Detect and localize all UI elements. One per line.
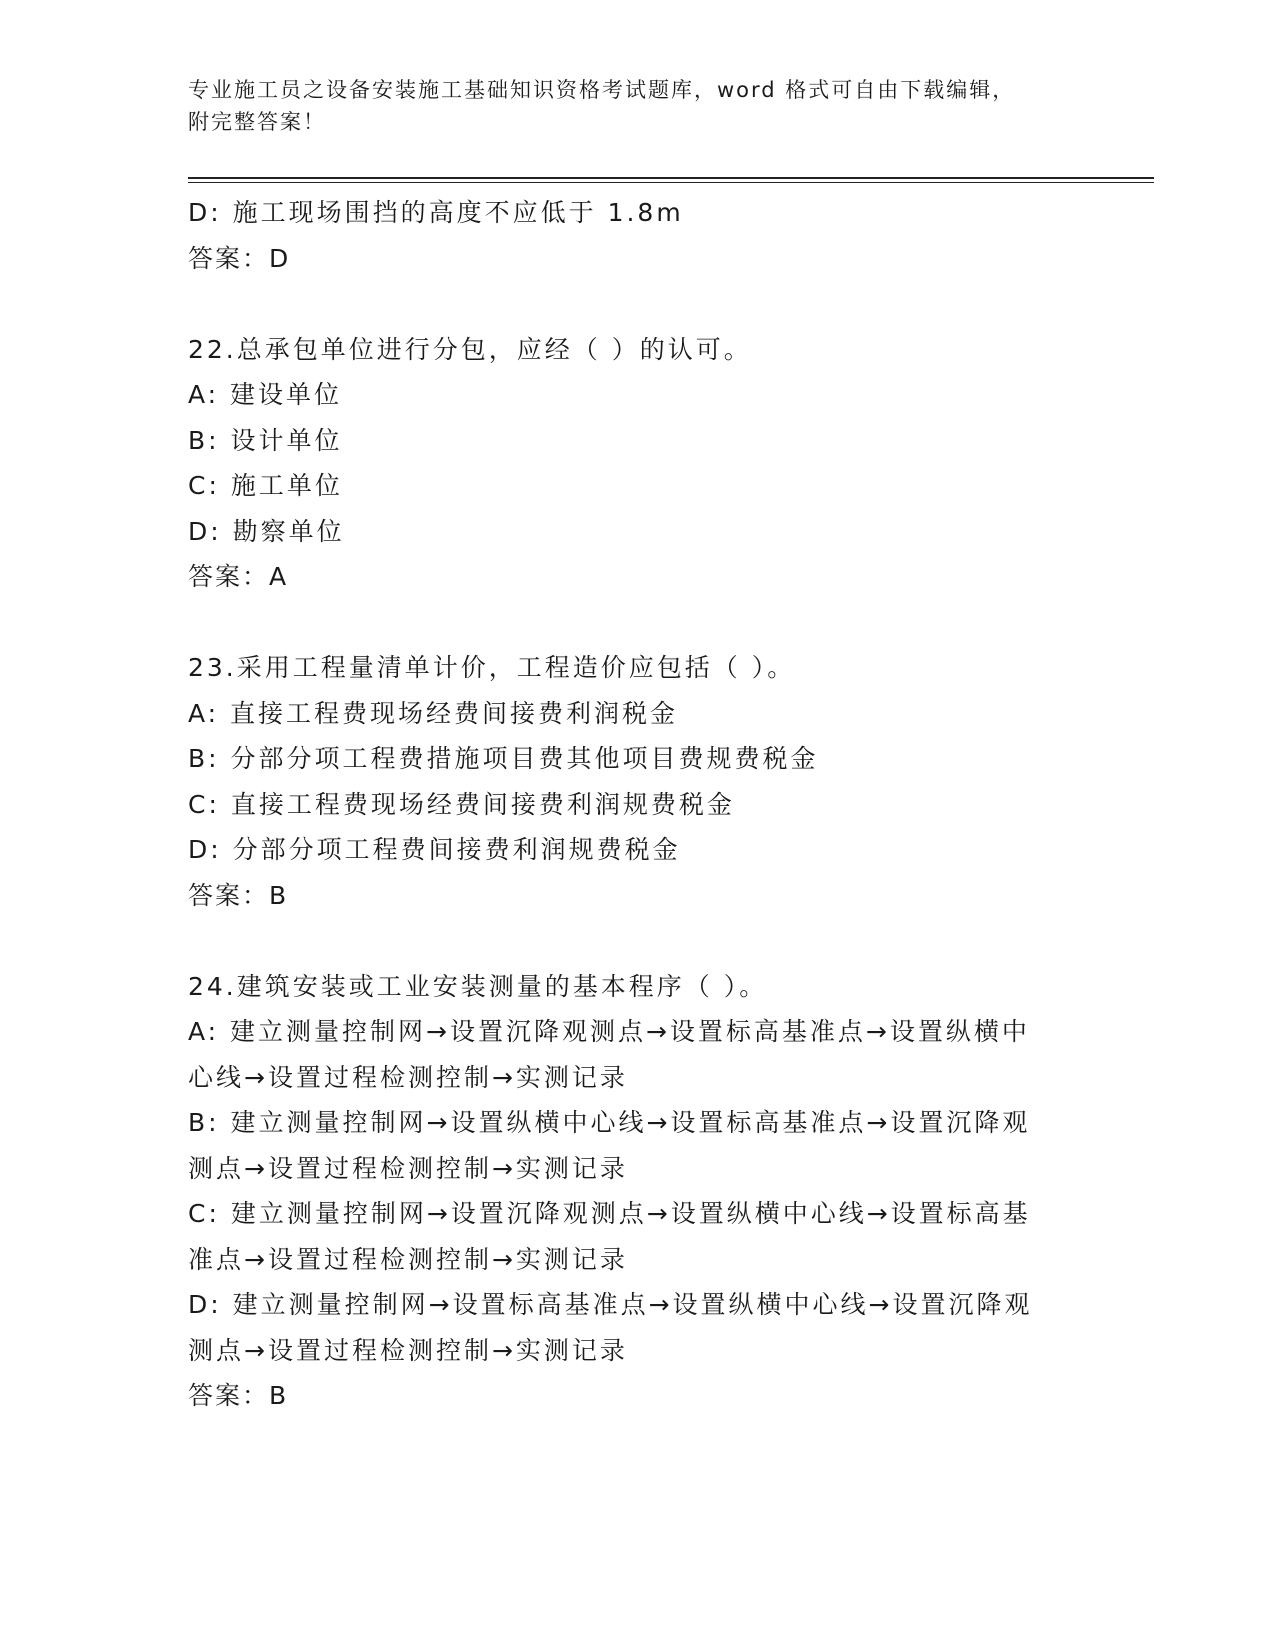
question-stem: 23.采用工程量清单计价，工程造价应包括（ ）。 bbox=[188, 653, 796, 682]
option-d bbox=[188, 1282, 1088, 1373]
option-b bbox=[188, 1100, 1088, 1191]
spacer bbox=[188, 600, 1088, 646]
option-c bbox=[188, 1191, 1088, 1282]
question-23 bbox=[188, 645, 1088, 918]
option-b: B: 分部分项工程费措施项目费其他项目费规费税金 bbox=[188, 744, 819, 773]
document-header bbox=[188, 74, 1068, 138]
question-24 bbox=[188, 964, 1088, 1419]
option-b-line-1: B: 建立测量控制网→设置纵横中心线→设置标高基准点→设置沉降观 bbox=[188, 1108, 1031, 1137]
header-line-1: 专业施工员之设备安装施工基础知识资格考试题库，word 格式可自由下载编辑， bbox=[188, 78, 1016, 102]
option-a-line-2: 心线→设置过程检测控制→实测记录 bbox=[188, 1062, 628, 1092]
option-c: C: 直接工程费现场经费间接费利润规费税金 bbox=[188, 789, 735, 819]
option-d-line-2: 测点→设置过程检测控制→实测记录 bbox=[188, 1335, 628, 1365]
question-22 bbox=[188, 327, 1088, 600]
spacer bbox=[188, 918, 1088, 964]
option-d: D: 分部分项工程费间接费利润规费税金 bbox=[188, 835, 681, 864]
question-content bbox=[188, 190, 1088, 1419]
option-b: B: 设计单位 bbox=[188, 425, 343, 455]
answer-line: 答案：B bbox=[188, 1381, 289, 1410]
option-c-line-1: C: 建立测量控制网→设置沉降观测点→设置纵横中心线→设置标高基 bbox=[188, 1199, 1031, 1228]
question-stem: 22.总承包单位进行分包，应经（ ）的认可。 bbox=[188, 334, 752, 364]
option-a: A: 直接工程费现场经费间接费利润税金 bbox=[188, 698, 679, 728]
option-b-line-2: 测点→设置过程检测控制→实测记录 bbox=[188, 1153, 628, 1183]
answer-line: 答案：B bbox=[188, 880, 289, 910]
option-d: D: 勘察单位 bbox=[188, 516, 345, 546]
option-a-line-1: A: 建立测量控制网→设置沉降观测点→设置标高基准点→设置纵横中 bbox=[188, 1017, 1030, 1046]
header-divider-thick bbox=[188, 177, 1154, 179]
option-a bbox=[188, 1009, 1088, 1100]
option-d-line-1: D: 建立测量控制网→设置标高基准点→设置纵横中心线→设置沉降观 bbox=[188, 1290, 1033, 1319]
answer-line: 答案：D bbox=[188, 243, 291, 273]
option-d: D: 施工现场围挡的高度不应低于 1.8m bbox=[188, 198, 684, 227]
header-divider-thin bbox=[188, 182, 1154, 183]
question-stem: 24.建筑安装或工业安装测量的基本程序（ ）。 bbox=[188, 971, 768, 1001]
option-c: C: 施工单位 bbox=[188, 471, 343, 500]
answer-line: 答案：A bbox=[188, 562, 289, 591]
question-21-tail bbox=[188, 190, 1088, 281]
header-line-2: 附完整答案！ bbox=[188, 110, 326, 134]
option-c-line-2: 准点→设置过程检测控制→实测记录 bbox=[188, 1244, 628, 1274]
spacer bbox=[188, 281, 1088, 327]
option-a: A: 建设单位 bbox=[188, 380, 343, 409]
